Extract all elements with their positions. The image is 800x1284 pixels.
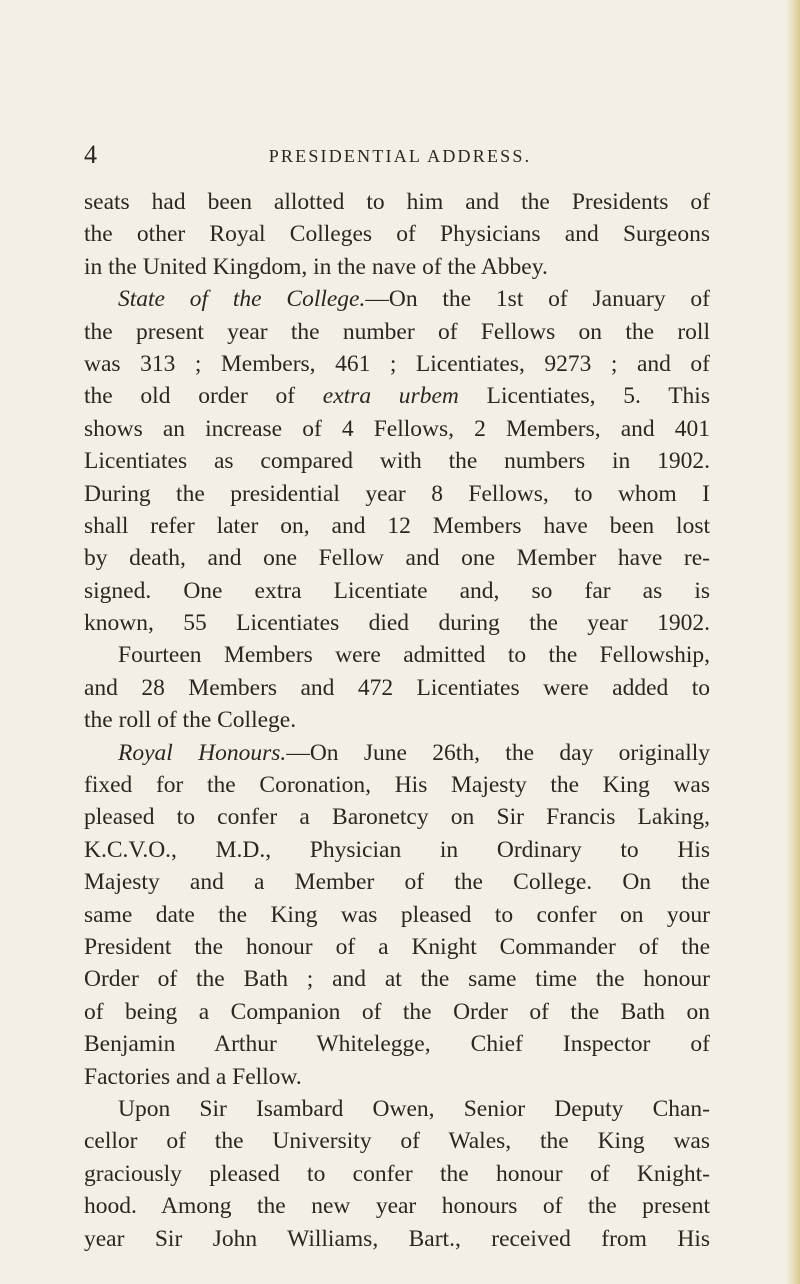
text-line: the present year the number of Fellows on the roll [84, 318, 710, 345]
text-line: hood. Among the new year honours of the present [84, 1193, 710, 1220]
text-run: the old order of [84, 383, 323, 410]
text-line: During the presidential year 8 Fellows, to whom I [84, 480, 710, 507]
text-line: fixed for the Coronation, His Majesty the King was [84, 772, 710, 799]
text-line: shall refer later on, and 12 Members have been lost [84, 512, 710, 539]
page-number: 4 [84, 140, 97, 169]
text-line: the other Royal Colleges of Physicians and Surgeons [84, 221, 710, 248]
text-line: cellor of the University of Wales, the King was [84, 1128, 710, 1155]
text-line: Benjamin Arthur Whitelegge, Chief Inspector of [84, 1031, 710, 1058]
text-line: same date the King was pleased to confer on your [84, 901, 710, 928]
text-run: Licentiates, 5. This [458, 383, 710, 410]
italic-phrase: extra urbem [322, 383, 459, 410]
text-line: pleased to confer a Baronetcy on Sir Francis Laking, [84, 804, 710, 831]
text-line: by death, and one Fellow and one Member have re- [84, 545, 710, 572]
text-line: Upon Sir Isambard Owen, Senior Deputy Chan- [118, 1095, 710, 1122]
page-edge-shadow [786, 0, 800, 1284]
body-text [84, 186, 710, 1255]
text-line: Fourteen Members were admitted to the Fellowship, [118, 642, 710, 669]
text-line: Order of the Bath ; and at the same time the honour [84, 966, 710, 993]
text-line: Majesty and a Member of the College. On the [84, 869, 710, 896]
text-run: —On June 26th, the day originally [286, 739, 711, 766]
section-heading-royal-honours: Royal Honours. [118, 739, 287, 766]
text-line: shows an increase of 4 Fellows, 2 Members, and 401 [84, 415, 710, 442]
text-line: known, 55 Licentiates died during the year 1902. [84, 610, 710, 637]
text-line: and 28 Members and 472 Licentiates were added to [84, 674, 710, 701]
text-run: —On the 1st of January of [365, 286, 710, 313]
text-line: was 313 ; Members, 461 ; Licentiates, 9273 ; and of [84, 350, 710, 377]
running-head: PRESIDENTIAL ADDRESS. [268, 146, 532, 166]
text-line: seats had been allotted to him and the Presidents of [84, 189, 710, 215]
section-heading-state-of-college: State of the College. [118, 286, 366, 313]
text-line-section-state-of-college [84, 283, 710, 315]
text-line: in the United Kingdom, in the nave of the Abbey. [84, 253, 548, 280]
text-line: of being a Companion of the Order of the Bath on [84, 998, 710, 1025]
text-line: Factories and a Fellow. [84, 1063, 302, 1090]
text-line: Licentiates as compared with the numbers in 1902. [84, 448, 710, 475]
text-line: the roll of the College. [84, 707, 297, 734]
text-line-section-royal-honours [84, 737, 710, 769]
text-line: President the honour of a Knight Commander of the [84, 933, 710, 960]
text-line [84, 380, 710, 412]
text-line: graciously pleased to confer the honour of Knight- [84, 1160, 710, 1187]
text-line: year Sir John Williams, Bart., received from His [84, 1225, 710, 1252]
text-line: signed. One extra Licentiate and, so far as is [84, 577, 710, 604]
text-line: K.C.V.O., M.D., Physician in Ordinary to His [84, 836, 710, 863]
